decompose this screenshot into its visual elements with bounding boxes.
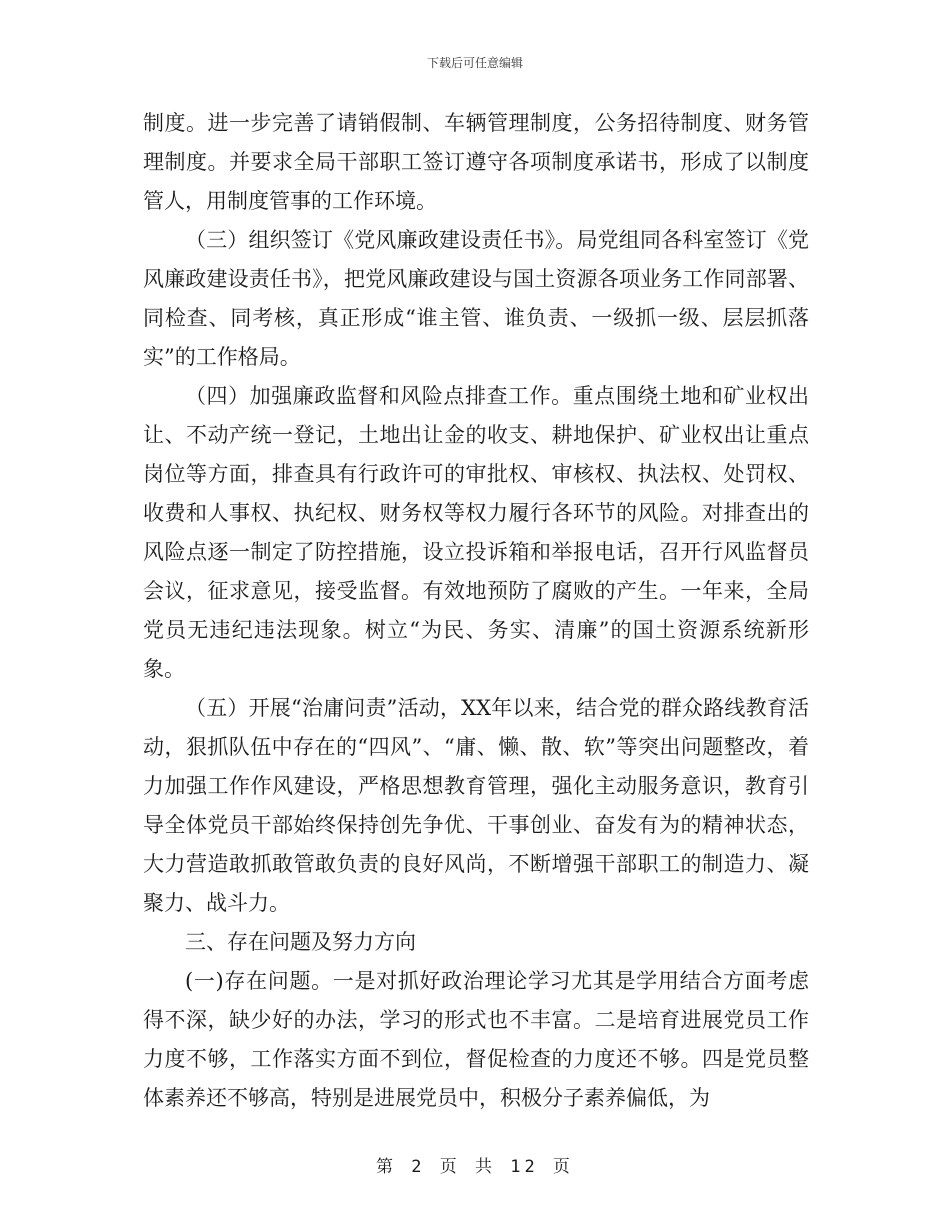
paragraph-4: （五）开展“治庸问责”活动，XX年以来，结合党的群众路线教育活动，狠抓队伍中存在的“四风”、“庸、懒、散、软”等突出问题整改，着力加强工作作风建设，严格思想教育管理，强化主动服务意识，教育引导全体党员干部始终保持创先争优、干事创业、奋发有为的精神状态，大力营造敢抓敢管敢负责的良好风尚，不断增强干部职工的制造力、凝聚力、战斗力。 [143, 696, 809, 915]
page-footer: 第 2 页 共 12 页 [376, 1157, 574, 1177]
paragraph-1: 制度。进一步完善了请销假制、车辆管理制度，公务招待制度、财务管理制度。并要求全局干部职工签订遵守各项制度承诺书，形成了以制度管人，用制度管事的工作环境。 [143, 111, 809, 213]
section-heading: 三、存在问题及努力方向 [185, 930, 416, 954]
paragraph-6: (一)存在问题。一是对抓好政治理论学习尤其是学用结合方面考虑得不深，缺少好的办法，学习的形式也不丰富。二是培育进展党员工作力度不够，工作落实方面不到位，督促检查的力度还不够。四是党员整体素养还不够高，特别是进展党员中，积极分子素养偏低，为 [143, 969, 809, 1110]
paragraph-3: （四）加强廉政监督和风险点排查工作。重点围绕土地和矿业权出让、不动产统一登记，土地出让金的收支、耕地保护、矿业权出让重点岗位等方面，排查具有行政许可的审批权、审核权、执法权、处罚权、收费和人事权、执纪权、财务权等权力履行各环节的风险。对排查出的风险点逐一制定了防控措施，设立投诉箱和举报电话，召开行风监督员会议，征求意见，接受监督。有效地预防了腐败的产生。一年来，全局党员无违纪违法现象。树立“为民、务实、清廉”的国土资源系统新形象。 [143, 384, 809, 681]
paragraph-2: （三）组织签订《党风廉政建设责任书》。局党组同各科室签订《党风廉政建设责任书》，把党风廉政建设与国土资源各项业务工作同部署、同检查、同考核，真正形成“谁主管、谁负责、一级抓一级、层层抓落实”的工作格局。 [143, 228, 809, 369]
page-header: 下载后可任意编辑 [426, 56, 523, 70]
document-body [143, 104, 809, 1118]
